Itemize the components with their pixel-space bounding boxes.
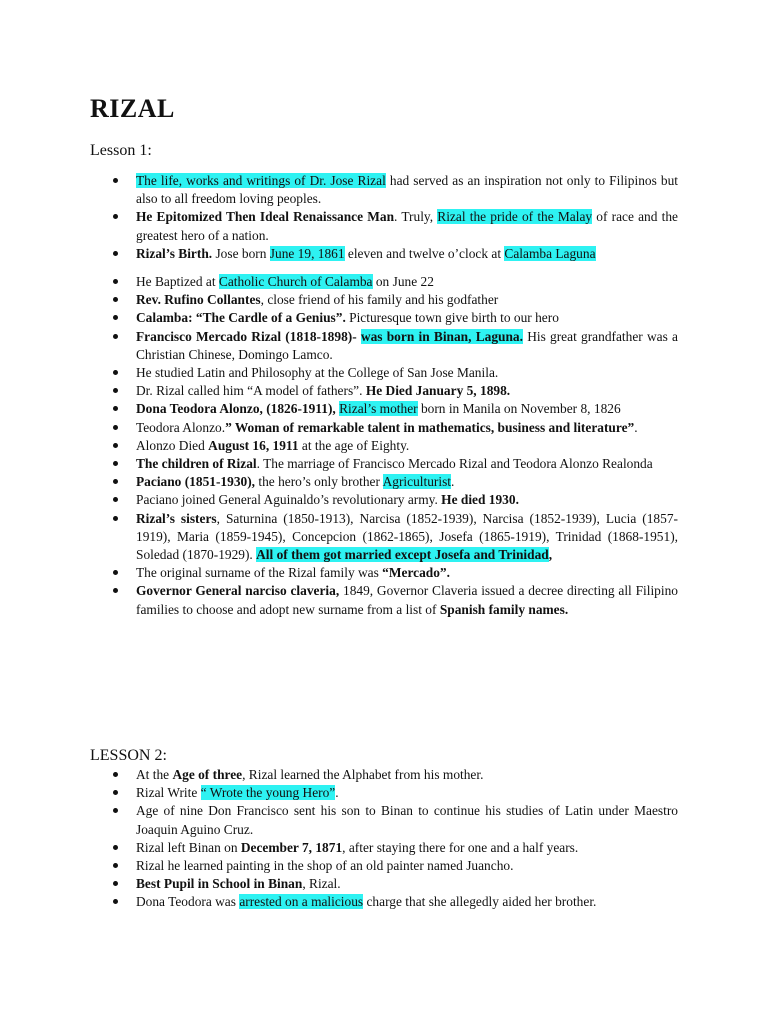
text-run: .	[634, 419, 638, 435]
list-item	[90, 491, 678, 509]
document-title: RIZAL	[90, 94, 175, 123]
text-run: , close friend of his family and his godfather	[260, 292, 499, 308]
list-item	[90, 455, 678, 473]
text-run: . The marriage of Francisco Mercado Rizal and Teodora Alonzo Realonda	[256, 456, 653, 472]
list-item	[90, 172, 678, 208]
lesson1-bullet-list	[90, 172, 678, 619]
text-run: , Rizal learned the Alphabet from his mother.	[242, 767, 484, 782]
highlighted-text: Agriculturist	[382, 474, 452, 490]
text-run: Picturesque town give birth to our hero	[345, 310, 559, 326]
text-run: Rev. Rufino Collantes	[136, 292, 261, 308]
text-run: . Truly,	[394, 209, 438, 225]
list-item	[90, 208, 678, 244]
text-run: Paciano joined General Aguinaldo’s revolutionary army.	[136, 492, 442, 508]
text-run: of race and the greatest hero of a nation.	[136, 209, 678, 243]
list-item	[90, 419, 678, 437]
list-item	[90, 875, 678, 893]
text-run: at the age of Eighty.	[298, 437, 410, 453]
text-run: Rizal he learned painting in the shop of an old painter named Juancho.	[136, 858, 514, 874]
highlighted-text: “ Wrote the young Hero”	[200, 785, 336, 801]
text-run: , after staying there for one and a half years.	[342, 839, 579, 855]
text-run: Jose born	[212, 245, 270, 261]
text-run: had served as an inspiration not only to Filipinos but also to all freedom loving peoples.	[136, 173, 678, 207]
text-run: He Died January 5, 1898.	[365, 383, 511, 399]
text-run: He studied Latin and Philosophy at the College of San Jose Manila.	[136, 365, 499, 381]
list-item	[90, 309, 678, 327]
list-item	[90, 400, 678, 418]
text-run: He died 1930.	[441, 492, 519, 508]
text-run: charge that she allegedly aided her brother.	[363, 894, 597, 910]
text-run: Paciano (1851-1930),	[136, 474, 256, 490]
highlighted-text: was born in Binan, Laguna.	[360, 328, 523, 344]
lesson1-heading: Lesson 1:	[90, 142, 152, 159]
list-item	[90, 582, 678, 618]
highlighted-text: Rizal the pride of the Malay	[437, 209, 593, 225]
text-run: .	[335, 785, 339, 801]
text-run: The original surname of the Rizal family was	[136, 565, 383, 581]
highlighted-text: arrested on a malicious	[239, 894, 364, 910]
text-run: Age of three	[172, 767, 243, 782]
text-run: August 16, 1911	[208, 437, 299, 453]
text-run: Best Pupil in School in Binan	[136, 876, 303, 892]
highlighted-text: Calamba Laguna	[504, 245, 596, 261]
highlighted-text: June 19, 1861	[269, 245, 345, 261]
highlighted-text: Catholic Church of Calamba	[218, 274, 373, 290]
list-item	[90, 564, 678, 582]
text-run: , Saturnina (1850-1913), Narcisa (1852-1939), Narcisa (1852-1939), Lucia (1857-1919), Maria (1859-1945), Concepcion (1862-1865), Josefa (1865-1919), Trinidad (1868-1951), Soledad (1870-1929).	[136, 510, 678, 563]
list-item	[90, 291, 678, 309]
text-run: the hero’s only brother	[255, 474, 383, 490]
text-run: Governor General narciso claveria,	[136, 583, 340, 599]
text-run: The children of Rizal	[136, 456, 257, 472]
text-run: Teodora Alonzo.	[136, 419, 226, 435]
text-run: He Epitomized Then Ideal Renaissance Man	[136, 209, 395, 225]
list-item	[90, 273, 678, 291]
text-run: December 7, 1871	[240, 839, 343, 855]
list-item	[90, 245, 678, 263]
text-run: , Rizal.	[302, 876, 341, 892]
list-item	[90, 382, 678, 400]
text-run: Francisco Mercado Rizal (1818-1898)-	[136, 328, 357, 344]
text-run: ,	[548, 547, 553, 563]
text-run: Rizal left Binan on	[136, 839, 241, 855]
text-run: Dona Teodora was	[136, 894, 240, 910]
text-run: born in Manila on November 8, 1826	[417, 401, 621, 417]
list-item	[90, 437, 678, 455]
text-run: ” Woman of remarkable talent in mathematics, business and literature”	[225, 419, 635, 435]
text-run: Age of nine Don Francisco sent his son to Binan to continue his studies of Latin under Maestro Joaquin Aguino Cruz.	[136, 803, 678, 837]
text-run: eleven and twelve o’clock at	[344, 245, 505, 261]
highlighted-text: All of them got married except Josefa and Trinidad	[256, 547, 549, 563]
text-run: “Mercado”.	[382, 565, 450, 581]
text-run: .	[451, 474, 455, 490]
text-run: At the	[136, 767, 173, 782]
text-run: His great grandfather was a Christian Chinese, Domingo Lamco.	[136, 328, 678, 362]
list-item	[90, 328, 678, 364]
text-run: 1849, Governor Claveria issued a decree directing all Filipino families to choose and adopt new surname from a list of	[136, 583, 678, 617]
list-item	[90, 802, 678, 838]
text-run: Spanish family names.	[439, 601, 569, 617]
list-item	[90, 473, 678, 491]
text-run: Dona Teodora Alonzo, (1826-1911),	[136, 401, 336, 417]
list-item	[90, 510, 678, 565]
list-item	[90, 766, 678, 784]
highlighted-text: The life, works and writings of Dr. Jose Rizal	[136, 173, 386, 188]
lesson2-bullet-list	[90, 766, 678, 912]
highlighted-text: Rizal’s mother	[339, 401, 418, 417]
text-run: Calamba: “The Cardle of a Genius”.	[136, 310, 346, 326]
text-run: on June 22	[372, 274, 434, 290]
list-item	[90, 364, 678, 382]
list-item	[90, 857, 678, 875]
text-run: Alonzo Died	[136, 437, 209, 453]
text-run: Rizal’s Birth.	[136, 245, 213, 261]
text-run: Rizal Write	[136, 785, 201, 801]
lesson2-heading: LESSON 2:	[90, 747, 167, 764]
text-run: Dr. Rizal called him “A model of fathers”.	[136, 383, 366, 399]
list-item	[90, 784, 678, 802]
list-item	[90, 839, 678, 857]
text-run: Rizal’s sisters	[136, 510, 217, 526]
text-run: He Baptized at	[136, 274, 219, 290]
list-item	[90, 893, 678, 911]
